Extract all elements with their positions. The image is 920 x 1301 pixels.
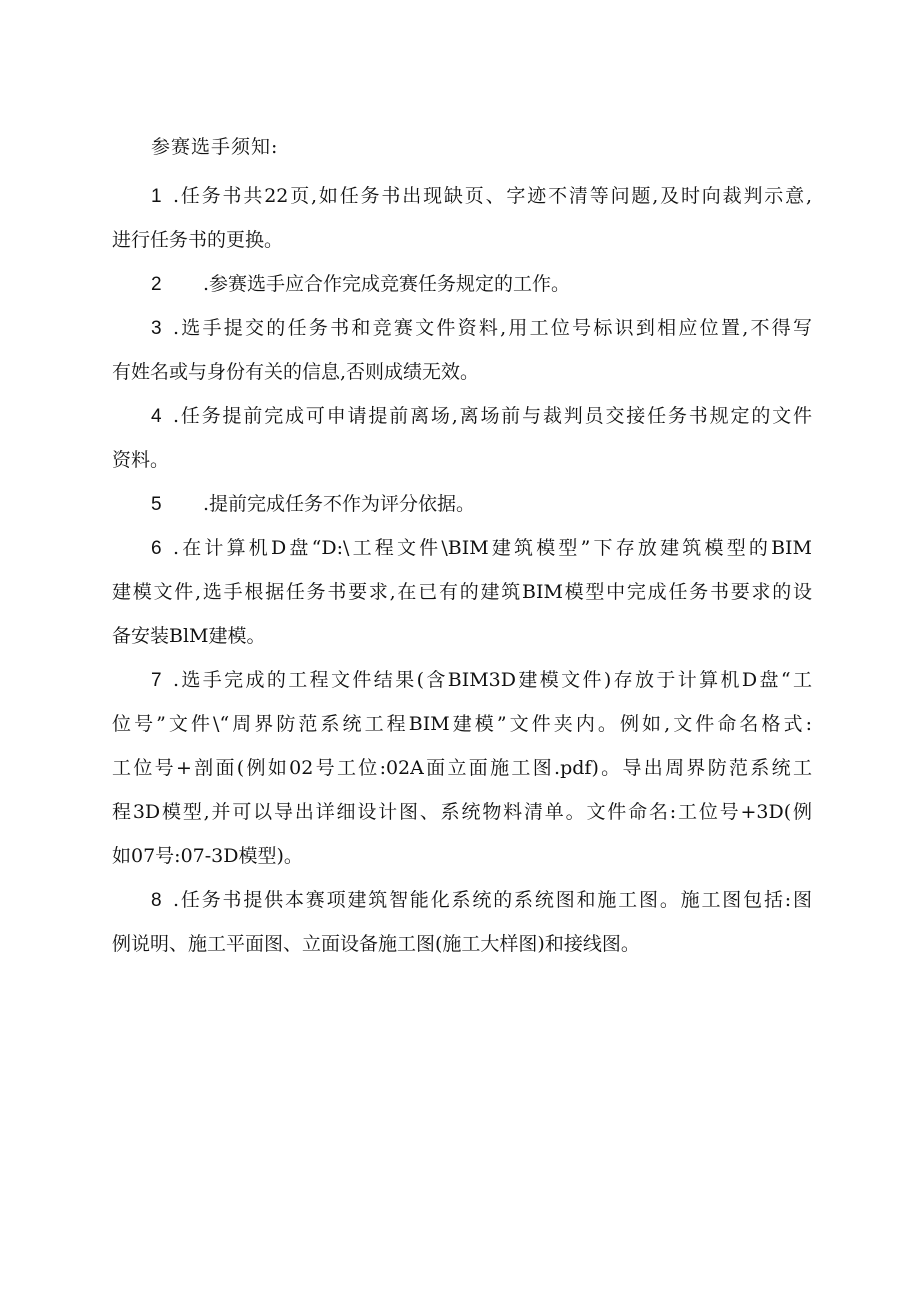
item-8-line-1: 8 .任务书提供本赛项建筑智能化系统的系统图和施工图。施工图包括:图 — [151, 886, 812, 914]
notice-heading: 参赛选手须知: — [151, 136, 279, 158]
item-8-line-2: 例说明、施工平面图、立面设备施工图(施工大样图)和接线图。 — [112, 933, 640, 955]
item-1-line-2: 进行任务书的更换。 — [112, 229, 284, 251]
item-6-line-1: 6 .在计算机D盘“D:\工程文件\BIM建筑模型”下存放建筑模型的BIM — [151, 534, 812, 562]
item-4-line-2: 资料。 — [112, 449, 170, 471]
item-2-line-1: 2 .参赛选手应合作完成竞赛任务规定的工作。 — [151, 270, 812, 298]
item-7-line-3: 工位号+剖面(例如02号工位:02A面立面施工图.pdf)。导出周界防范系统工 — [112, 757, 812, 779]
item-2-number: 2 — [151, 274, 162, 295]
item-4-line-1: 4 .任务提前完成可申请提前离场,离场前与裁判员交接任务书规定的文件 — [151, 402, 812, 430]
item-3-line-2: 有姓名或与身份有关的信息,否则成绩无效。 — [112, 361, 480, 383]
item-7-line-4: 程3D模型,并可以导出详细设计图、系统物料清单。文件命名:工位号+3D(例 — [112, 801, 812, 823]
item-7-line-2: 位号”文件\“周界防范系统工程BIM建模”文件夹内。例如,文件命名格式: — [112, 713, 812, 735]
item-5-number: 5 — [151, 494, 162, 515]
item-6-number: 6 — [151, 538, 162, 559]
item-4-number: 4 — [151, 406, 162, 427]
item-3-number: 3 — [151, 318, 162, 339]
item-5-line-1: 5 .提前完成任务不作为评分依据。 — [151, 490, 812, 518]
item-7-number: 7 — [151, 670, 162, 691]
item-3-line-1: 3 .选手提交的任务书和竞赛文件资料,用工位号标识到相应位置,不得写 — [151, 314, 812, 342]
item-6-line-3: 备安装BlM建模。 — [112, 625, 266, 647]
item-1-number: 1 — [151, 186, 162, 207]
item-7-line-5: 如07号:07-3D模型)。 — [112, 845, 303, 867]
item-1-line-1: 1 .任务书共22页,如任务书出现缺页、字迹不清等问题,及时向裁判示意, — [151, 182, 812, 210]
item-6-line-2: 建模文件,选手根据任务书要求,在已有的建筑BIM模型中完成任务书要求的设 — [112, 581, 812, 603]
item-8-number: 8 — [151, 890, 162, 911]
item-7-line-1: 7 .选手完成的工程文件结果(含BIM3D建模文件)存放于计算机D盘“工 — [151, 666, 812, 694]
